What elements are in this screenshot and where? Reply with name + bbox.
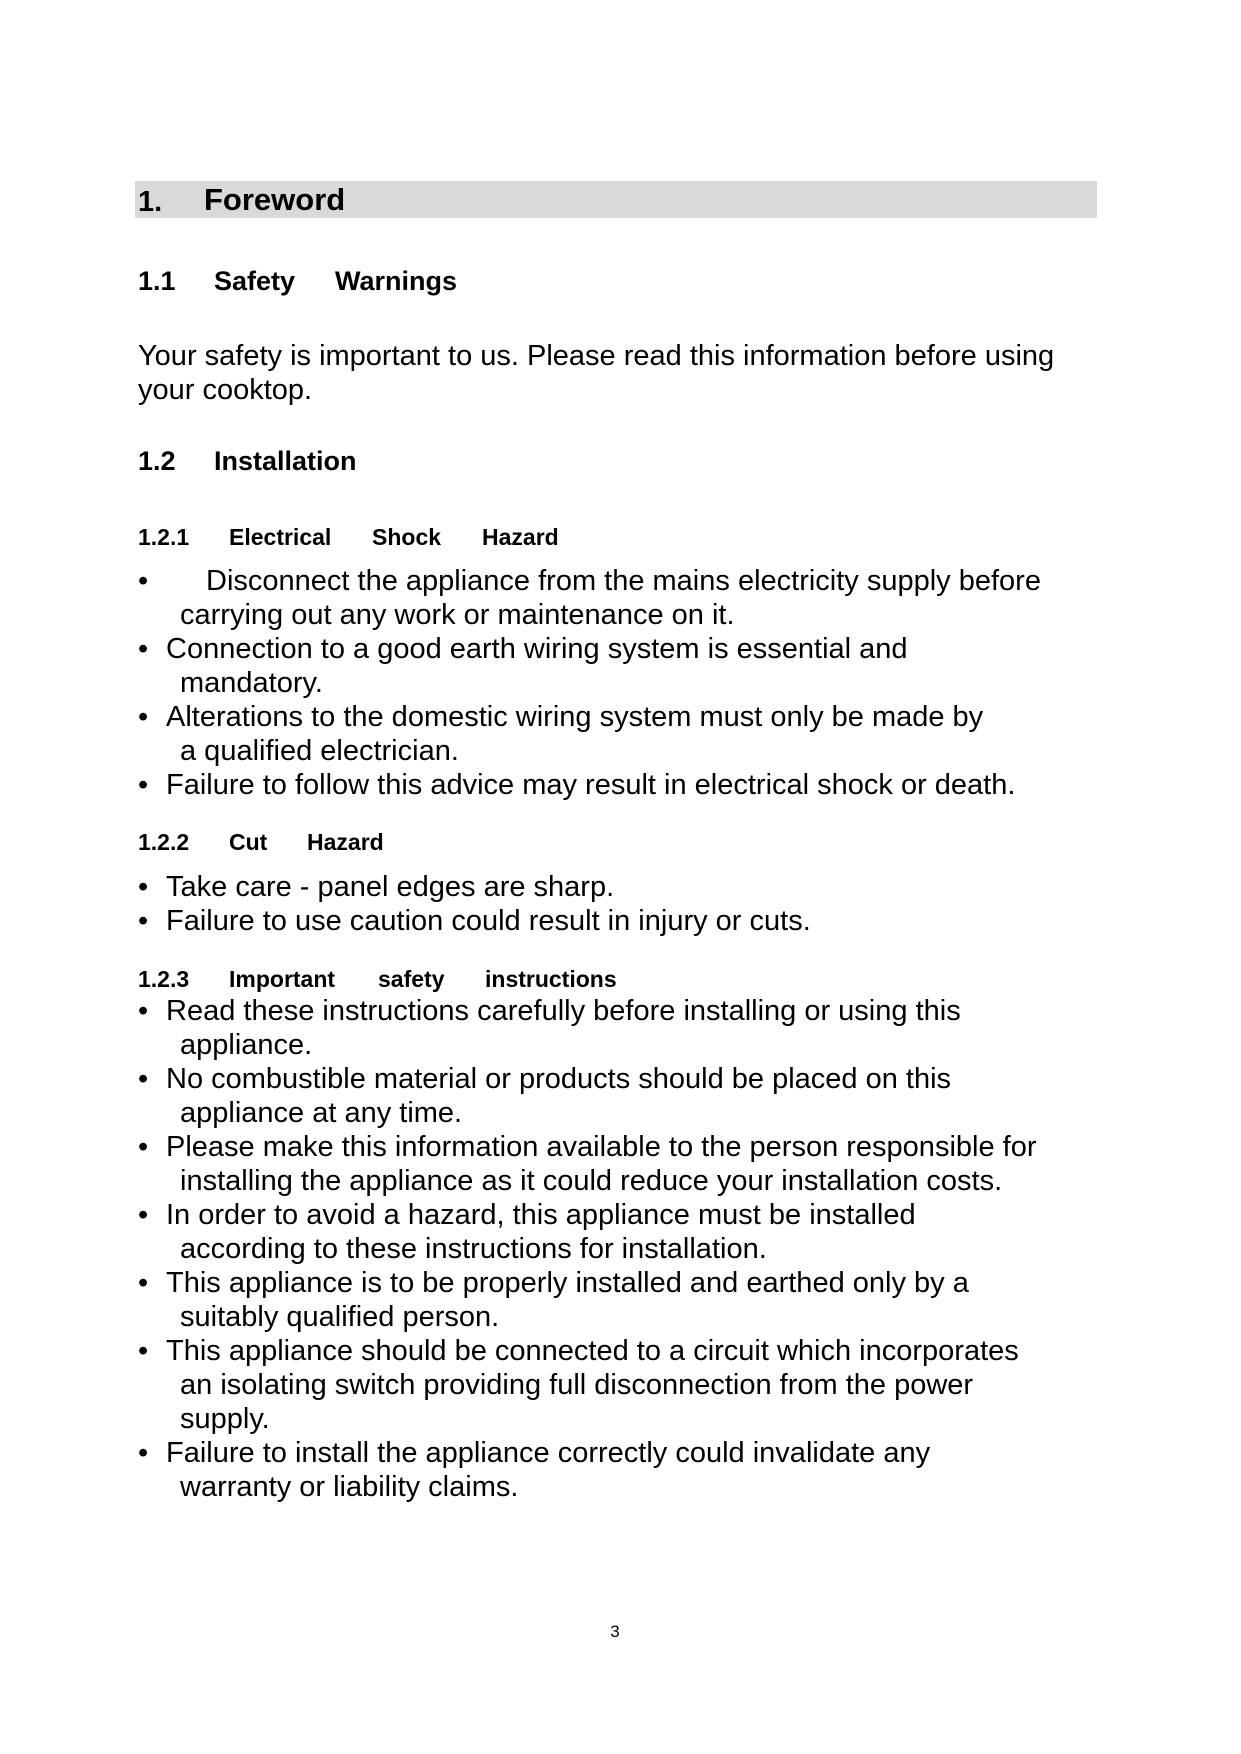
list-item-line: This appliance is to be properly installed and earthed only by a — [166, 1267, 969, 1299]
section-1-2-3-word-2: safety — [378, 966, 445, 992]
section-1-2-2-word-2: Hazard — [307, 829, 384, 855]
bullet-icon: • — [138, 1335, 149, 1367]
bullet-icon: • — [138, 1199, 149, 1231]
bullet-icon: • — [138, 1437, 149, 1469]
section-1-2-1-word-3: Hazard — [482, 524, 559, 550]
list-item-line: appliance at any time. — [180, 1097, 463, 1129]
chapter-title: Foreword — [204, 182, 346, 217]
list-item — [138, 1334, 1098, 1436]
section-1-1-word-2: Warnings — [335, 266, 458, 296]
list-item-line: Please make this information available to the person responsible for — [166, 1131, 1037, 1163]
safety-intro-paragraph — [138, 339, 1098, 407]
safety-intro-line-2: your cooktop. — [138, 374, 313, 406]
list-item-line: No combustible material or products should be placed on this — [166, 1063, 952, 1095]
list-item-line: installing the appliance as it could reduce your installation costs. — [180, 1165, 1003, 1197]
list-item — [138, 994, 1098, 1062]
bullet-icon: • — [138, 995, 149, 1027]
list-item — [138, 1130, 1098, 1198]
chapter-number: 1. — [138, 186, 163, 218]
list-item-line: suitably qualified person. — [180, 1301, 500, 1333]
bullet-icon: • — [138, 1063, 149, 1095]
list-item — [138, 564, 1098, 632]
list-item-line: supply. — [180, 1403, 270, 1435]
list-item — [138, 1198, 1098, 1266]
important-safety-list — [138, 994, 1098, 1504]
page-number: 3 — [610, 1622, 620, 1641]
list-item-line: Read these instructions carefully before installing or using this — [166, 995, 961, 1027]
list-item-line: Disconnect the appliance from the mains electricity supply before — [206, 565, 1041, 597]
list-item-line: In order to avoid a hazard, this appliance must be installed — [166, 1199, 916, 1231]
list-item-line: Alterations to the domestic wiring system must only be made by — [166, 701, 984, 733]
list-item-line: carrying out any work or maintenance on it. — [180, 599, 735, 631]
list-item — [138, 700, 1098, 768]
bullet-icon: • — [138, 871, 149, 903]
bullet-icon: • — [138, 905, 149, 937]
list-item — [138, 1436, 1098, 1504]
cut-hazard-list — [138, 870, 1098, 938]
bullet-icon: • — [138, 633, 149, 665]
list-item-line: Failure to install the appliance correctly could invalidate any — [166, 1437, 931, 1469]
list-item-line: Failure to use caution could result in injury or cuts. — [166, 905, 811, 937]
bullet-icon: • — [138, 701, 149, 733]
list-item — [138, 1266, 1098, 1334]
list-item — [138, 904, 1098, 938]
list-item-line: mandatory. — [180, 667, 323, 699]
list-item-line: according to these instructions for installation. — [180, 1233, 767, 1265]
list-item-line: a qualified electrician. — [180, 735, 459, 767]
list-item-line: an isolating switch providing full disconnection from the power — [180, 1369, 974, 1401]
list-item — [138, 768, 1098, 802]
section-1-2-2-word-1: Cut — [229, 829, 268, 855]
bullet-icon: • — [138, 769, 149, 801]
electrical-shock-list — [138, 564, 1098, 802]
section-1-2-title: Installation — [214, 446, 357, 476]
section-1-2-3-word-3: instructions — [485, 966, 617, 992]
bullet-icon: • — [138, 1267, 149, 1299]
list-item-line: This appliance should be connected to a circuit which incorporates — [166, 1335, 1019, 1367]
list-item — [138, 1062, 1098, 1130]
section-1-2-3-word-1: Important — [229, 966, 336, 992]
section-1-2-1-word-1: Electrical — [229, 524, 332, 550]
list-item-line: Failure to follow this advice may result in electrical shock or death. — [166, 769, 1016, 801]
section-1-1-number: 1.1 — [138, 266, 176, 296]
bullet-icon: • — [138, 565, 149, 597]
section-1-1-word-1: Safety — [214, 266, 296, 296]
section-1-2-2-number: 1.2.2 — [138, 829, 190, 855]
bullet-icon: • — [138, 1131, 149, 1163]
list-item — [138, 632, 1098, 700]
list-item-line: Take care - panel edges are sharp. — [166, 871, 615, 903]
section-1-2-3-number: 1.2.3 — [138, 966, 190, 992]
list-item-line: Connection to a good earth wiring system is essential and — [166, 633, 908, 665]
section-1-2-1-number: 1.2.1 — [138, 524, 190, 550]
list-item-line: appliance. — [180, 1029, 313, 1061]
section-1-2-number: 1.2 — [138, 446, 176, 476]
list-item-line: warranty or liability claims. — [180, 1471, 519, 1503]
safety-intro-line-1: Your safety is important to us. Please read this information before using — [138, 340, 1055, 372]
list-item — [138, 870, 1098, 904]
section-1-2-1-word-2: Shock — [372, 524, 442, 550]
